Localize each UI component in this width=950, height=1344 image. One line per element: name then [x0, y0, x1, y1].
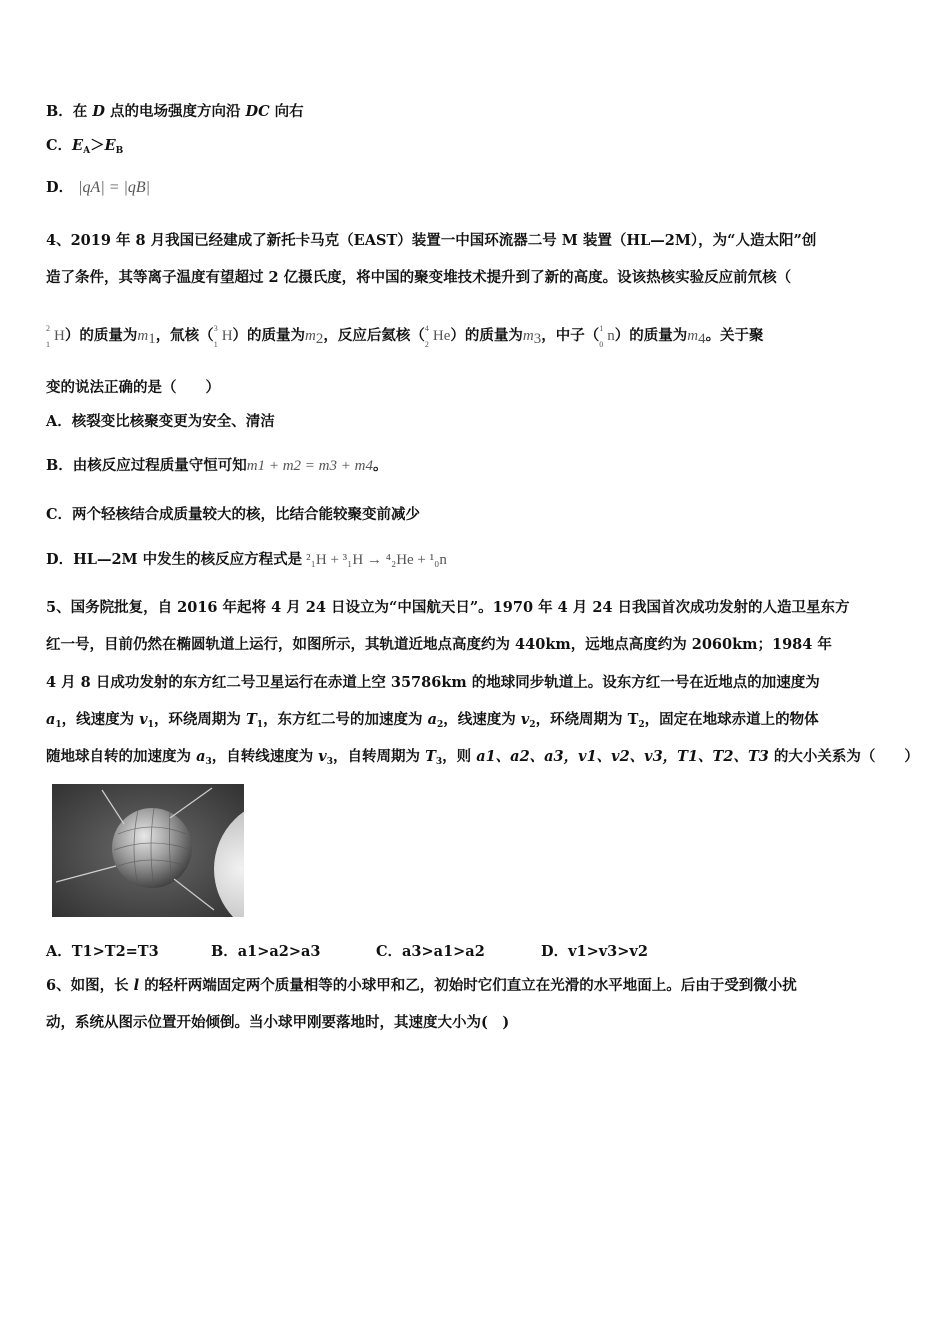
q5-option-c: C．a3>a1>a2 — [376, 943, 485, 960]
q5-stem-line4: $a_1$，线速度为 $v_1$，环绕周期为 $T_1$，东方红二号的加速度为 $a_2$，线速度为 $v_2$，环绕周期为 $T_2$，固定在地球赤道上的物体 — [46, 711, 819, 730]
q4-stem-line3: 2 1 H）的质量为$m_1$，氚核（ 3 1 H）的质量为$m_2$，反应后氦核（ 4 2 He）的质量为$m_3$，中子（ 1 0 n）的质量为$m_4$。关于聚 — [46, 324, 764, 349]
q4-stem-line4: 变的说法正确的是（ ） — [46, 379, 220, 396]
q4-option-c: C．两个轻核结合成质量较大的核，比结合能较聚变前减少 — [46, 506, 421, 523]
fusion-equation: ²₁H + ³₁H → ⁴₂He + ¹₀n — [306, 552, 447, 568]
q4-option-d: D．HL—2M 中发生的核反应方程式是 ²₁H + ³₁H → ⁴₂He + ¹₀n — [46, 551, 447, 568]
q5-stem-line5: 随地球自转的加速度为 $a_3$，自转线速度为 $v_3$，自转周期为 $T_3$，则 a1、a2、a3，v1、v2、v3，T1、T2、T3 的大小关系为（ ） — [46, 748, 919, 767]
q6-stem-line2: 动，系统从图示位置开始倾倒。当小球甲刚要落地时，其速度大小为( ) — [46, 1014, 510, 1031]
q5-stem-line1: 5、国务院批复，自 2016 年起将 4 月 24 日设立为“中国航天日”。1970 年 4 月 24 日我国首次成功发射的人造卫星东方 — [46, 599, 850, 616]
q6-stem-line1: 6、如图，长 l 的轻杆两端固定两个质量相等的小球甲和乙，初始时它们直立在光滑的水平地面上。后由于受到微小扰 — [46, 977, 797, 994]
q5-stem-line3: 4 月 8 日成功发射的东方红二号卫星运行在赤道上空 35786km 的地球同步轨道上。设东方红一号在近地点的加速度为 — [46, 674, 820, 691]
q3-option-c: C．$E_A>E_B$ — [46, 137, 124, 156]
q3-option-b: B．在 D 点的电场强度方向沿 DC 向右 — [46, 103, 304, 120]
q4-option-a: A．核裂变比核聚变更为安全、清洁 — [46, 413, 275, 430]
q5-stem-line2: 红一号，目前仍然在椭圆轨道上运行，如图所示，其轨道近地点高度约为 440km，远地点高度约为 2060km；1984 年 — [46, 636, 832, 653]
tritium-symbol: 3 1 H — [213, 324, 233, 349]
q4-stem-line1: 4、2019 年 8 月我国已经建成了新托卡马克（EAST）装置一中国环流器二号 M 装置（HL—2M），为“人造太阳”创 — [46, 232, 817, 249]
q5-option-a: A．T1>T2=T3 — [46, 943, 159, 960]
q3-option-d: D． |qA| = |qB| — [46, 179, 151, 196]
deuterium-symbol: 2 1 H — [46, 324, 65, 349]
neutron-symbol: 1 0 n — [599, 324, 615, 349]
q5-option-d: D．v1>v3>v2 — [541, 943, 648, 960]
q4-option-b: B．由核反应过程质量守恒可知m1 + m2 = m3 + m4。 — [46, 457, 388, 474]
q5-option-b: B．a1>a2>a3 — [211, 943, 321, 960]
satellite-photo — [52, 784, 244, 917]
mass-conservation-formula: m1 + m2 = m3 + m4 — [246, 458, 373, 474]
q4-stem-line2: 造了条件，其等离子温度有望超过 2 亿摄氏度，将中国的聚变堆技术提升到了新的高度。设该热核实验反应前氘核（ — [46, 269, 792, 286]
helium-symbol: 4 2 He — [424, 324, 451, 349]
abs-qa-formula: |qA| = |qB| — [78, 179, 151, 196]
